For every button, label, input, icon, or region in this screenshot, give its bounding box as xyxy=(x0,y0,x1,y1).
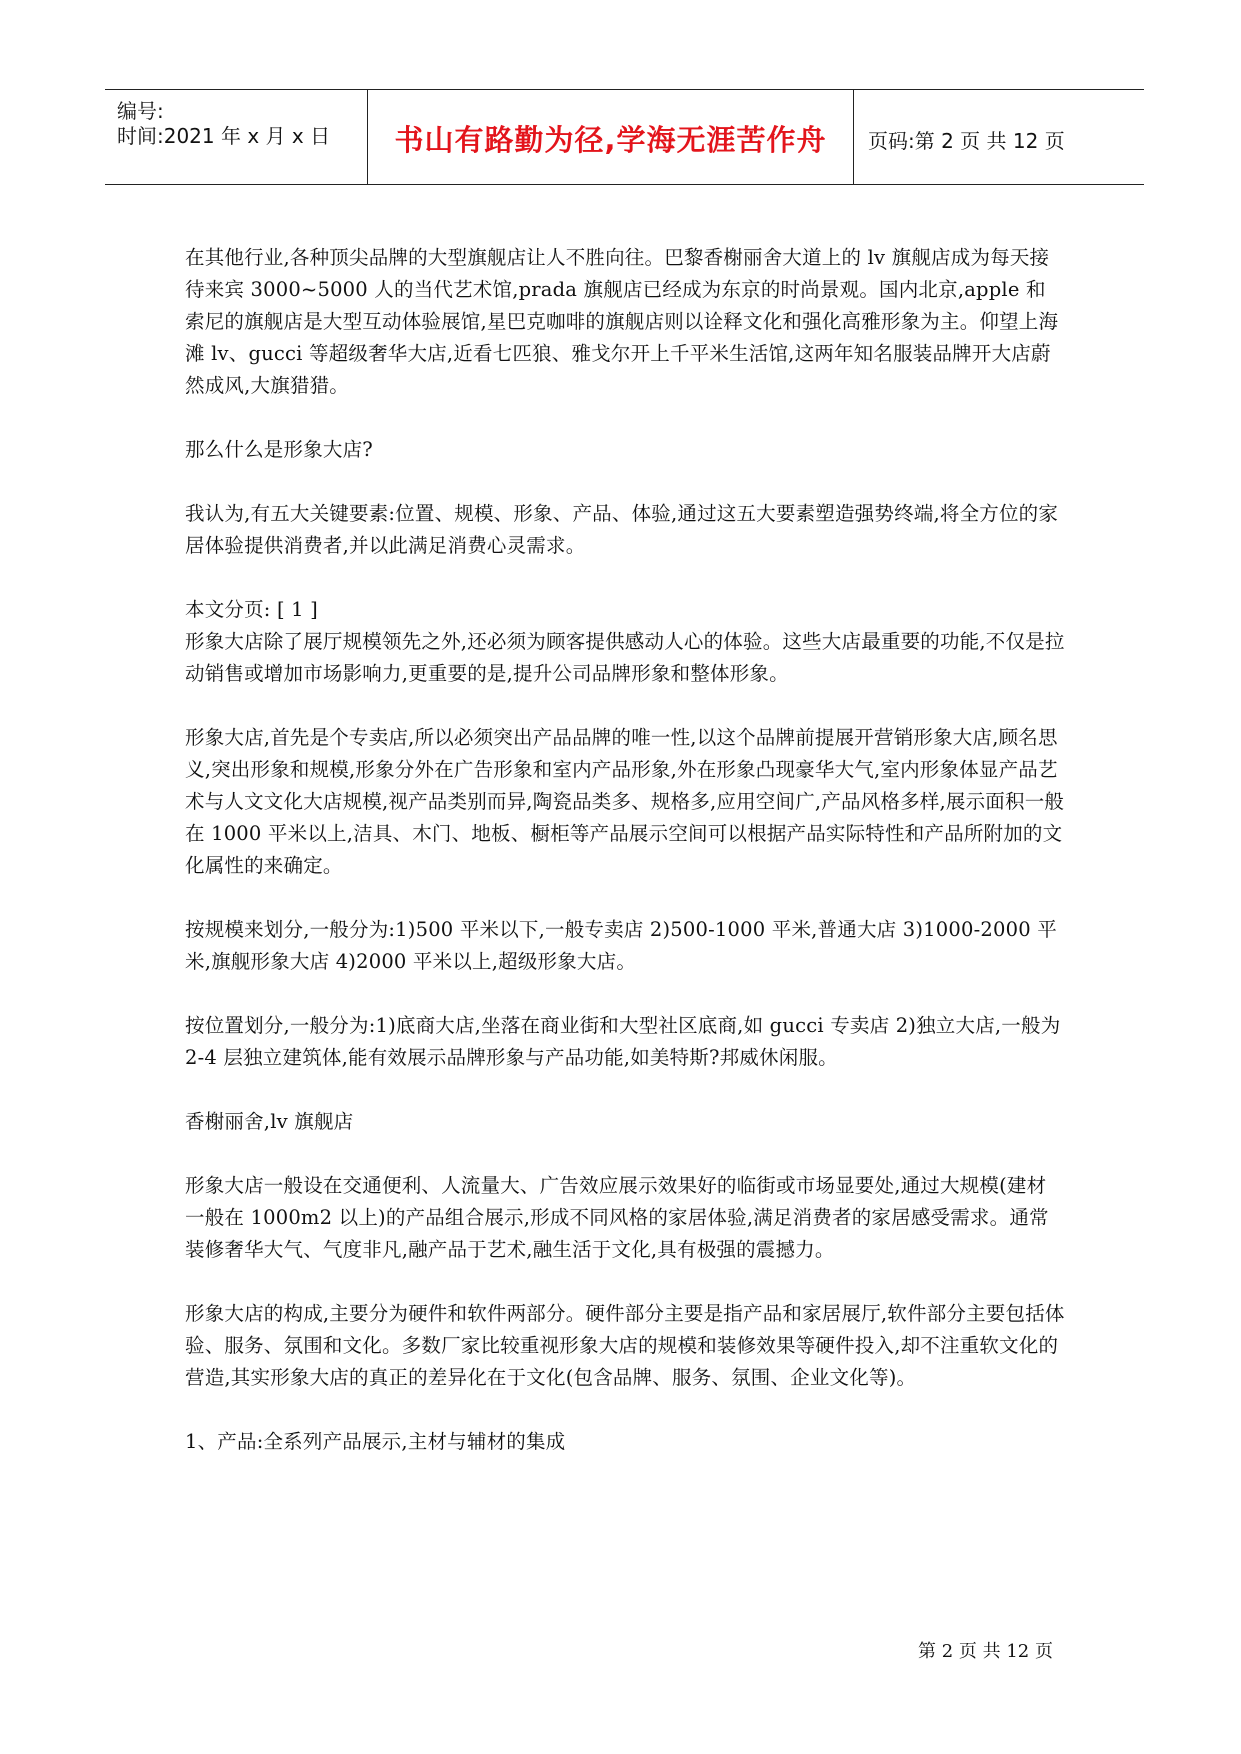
paragraph: 形象大店的构成,主要分为硬件和软件两部分。硬件部分主要是指产品和家居展厅,软件部分主要包括体验、服务、氛围和文化。多数厂家比较重视形象大店的规模和装修效果等硬件投入,却不注重软文化的营造,其实形象大店的真正的差异化在于文化(包含品牌、服务、氛围、企业文化等)。 xyxy=(185,1302,1065,1389)
paragraph: 按位置划分,一般分为:1)底商大店,坐落在商业街和大型社区底商,如 gucci 专卖店 2)独立大店,一般为 2-4 层独立建筑体,能有效展示品牌形象与产品功能,如美特斯?邦威休闲服。 xyxy=(185,1014,1061,1069)
paragraph: 形象大店除了展厅规模领先之外,还必须为顾客提供感动人心的体验。这些大店最重要的功能,不仅是拉动销售或增加市场影响力,更重要的是,提升公司品牌形象和整体形象。 xyxy=(185,630,1065,685)
paragraph: 我认为,有五大关键要素:位置、规模、形象、产品、体验,通过这五大要素塑造强势终端,将全方位的家居体验提供消费者,并以此满足消费心灵需求。 xyxy=(185,502,1059,557)
document-body xyxy=(185,242,1065,1490)
paragraph: 按规模来划分,一般分为:1)500 平米以下,一般专卖店 2)500-1000 平米,普通大店 3)1000-2000 平米,旗舰形象大店 4)2000 平米以上,超级形象大店。 xyxy=(185,918,1057,973)
motto-text: 书山有路勤为径,学海无涯苦作舟 xyxy=(394,123,827,157)
paragraph: 形象大店,首先是个专卖店,所以必须突出产品品牌的唯一性,以这个品牌前提展开营销形象大店,顾名思义,突出形象和规模,形象分外在广告形象和室内产品形象,外在形象凸现豪华大气,室内形象体显产品艺术与人文文化大店规模,视产品类别而异,陶瓷品类多、规格多,应用空间广,产品风格多样,展示面积一般在 1000 平米以上,洁具、木门、地板、橱柜等产品展示空间可以根据产品实际特性和产品所附加的文化属性的来确定。 xyxy=(185,726,1065,877)
paragraph: 形象大店一般设在交通便利、人流量大、广告效应展示效果好的临街或市场显要处,通过大规模(建材一般在 1000m2 以上)的产品组合展示,形成不同风格的家居体验,满足消费者的家居感受需求。通常装修奢华大气、气度非凡,融产品于艺术,融生活于文化,具有极强的震撼力。 xyxy=(185,1174,1049,1261)
paragraph: 那么什么是形象大店? xyxy=(185,438,373,461)
time-label: 时间:2021 年 x 月 x 日 xyxy=(117,124,331,148)
page-footer: 第 2 页 共 12 页 xyxy=(918,1641,1053,1662)
pagination-line: 本文分页: [ 1 ] xyxy=(185,598,318,621)
number-label: 编号: xyxy=(117,99,164,123)
paragraph: 香榭丽舍,lv 旗舰店 xyxy=(185,1110,354,1133)
header-motto-cell xyxy=(368,90,854,184)
header-info-cell xyxy=(105,90,368,184)
page-number-label: 页码:第 2 页 共 12 页 xyxy=(868,129,1065,153)
paragraph: 1、产品:全系列产品展示,主材与辅材的集成 xyxy=(185,1430,566,1453)
header-page-cell xyxy=(854,90,1144,184)
document-header xyxy=(105,89,1144,185)
paragraph: 在其他行业,各种顶尖品牌的大型旗舰店让人不胜向往。巴黎香榭丽舍大道上的 lv 旗舰店成为每天接待来宾 3000~5000 人的当代艺术馆,prada 旗舰店已经成为东京的时尚景观。国内北京,apple 和索尼的旗舰店是大型互动体验展馆,星巴克咖啡的旗舰店则以诠释文化和强化高雅形象为主。仰望上海滩 lv、gucci 等超级奢华大店,近看七匹狼、雅戈尔开上千平米生活馆,这两年知名服装品牌开大店蔚然成风,大旗猎猎。 xyxy=(185,246,1059,397)
